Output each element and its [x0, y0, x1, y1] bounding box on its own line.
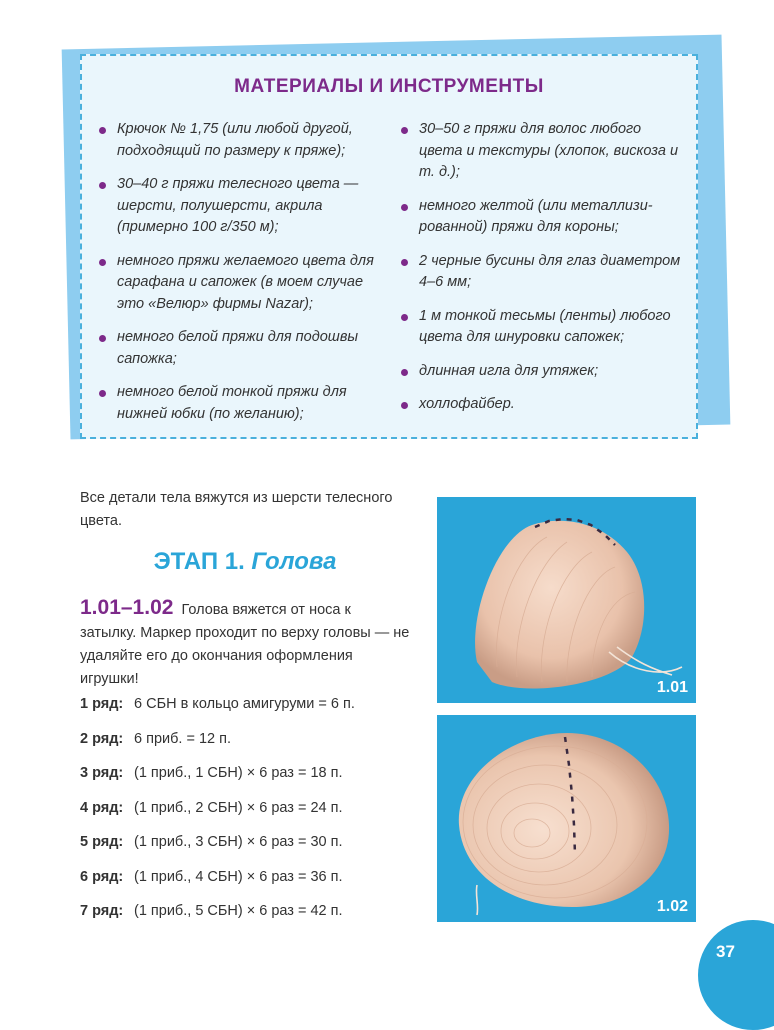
row-label: 4 ряд:: [80, 799, 124, 816]
bullet-icon: [401, 402, 408, 409]
materials-item: [400, 361, 685, 383]
bullet-icon: [99, 182, 106, 189]
materials-item-text: 30–40 г пряжи телесного цвета — шерсти, полушерсти, акрила (примерно 100 г/350 м);: [117, 176, 359, 235]
materials-item-text: немного пряжи желаемого цвета для сарафана и сапожек (в моем случае это «Велюр» фирмы Nazar);: [117, 252, 374, 312]
bullet-icon: [401, 259, 408, 266]
row-label: 2 ряд:: [80, 730, 124, 747]
row-item: [80, 834, 420, 869]
page-number-badge: [698, 920, 774, 1030]
crochet-head-top-image: [437, 715, 696, 922]
materials-item-text: немного белой тонкой пряжи для нижней юбки (по желанию);: [117, 384, 347, 422]
bullet-icon: [401, 369, 408, 376]
row-value: (1 приб., 4 СБН) × 6 раз = 36 п.: [134, 868, 343, 885]
row-item: [80, 800, 420, 835]
step-number: 1.01–1.02: [80, 596, 174, 619]
photo-head-top: [437, 715, 696, 922]
materials-item: [98, 119, 376, 162]
bullet-icon: [99, 127, 106, 134]
materials-box: [80, 54, 698, 439]
materials-item-text: немного белой пряжи для подошвы сапожка;: [117, 329, 359, 367]
materials-item-text: 30–50 г пряжи для волос любого цвета и текстуры (хлопок, вискоза и т. д.);: [419, 121, 679, 180]
materials-list-right: [400, 119, 685, 428]
row-value: (1 приб., 1 СБН) × 6 раз = 18 п.: [134, 765, 343, 781]
row-label: 5 ряд:: [80, 834, 124, 850]
row-value: (1 приб., 5 СБН) × 6 раз = 42 п.: [134, 903, 343, 919]
row-item: [80, 765, 420, 800]
crochet-head-side-image: [437, 497, 696, 703]
row-item: [80, 869, 420, 904]
photo-head-side: [437, 497, 696, 703]
row-label: 6 ряд:: [80, 868, 124, 885]
rows-list: [80, 696, 420, 938]
materials-item: [400, 306, 685, 349]
materials-item-text: 2 черные бусины для глаз диаметром 4–6 мм;: [419, 252, 681, 290]
step-block: [80, 596, 410, 691]
materials-title: МАТЕРИАЛЫ И ИНСТРУМЕНТЫ: [234, 76, 544, 97]
row-item: [80, 696, 420, 731]
bullet-icon: [99, 335, 106, 342]
materials-item: [98, 327, 376, 370]
materials-item: [400, 196, 685, 239]
materials-item: [400, 251, 685, 294]
materials-item-text: Крючок № 1,75 (или любой другой, подходящий по размеру к пряже);: [117, 121, 353, 159]
row-label: 7 ряд:: [80, 903, 124, 919]
materials-item: [98, 251, 376, 316]
stage-name: Голова: [251, 548, 337, 575]
materials-item-text: 1 м тонкой тесьмы (ленты) любого цвета для шнуровки сапожек;: [419, 307, 671, 345]
row-item: [80, 903, 420, 938]
bullet-icon: [99, 259, 106, 266]
bullet-icon: [401, 204, 408, 211]
materials-item: [98, 382, 376, 425]
row-item: [80, 731, 420, 766]
materials-item-text: холлофайбер.: [419, 396, 515, 412]
row-label: 3 ряд:: [80, 765, 124, 781]
stage-label: ЭТАП 1.: [153, 548, 245, 575]
row-value: 6 СБН в кольцо амигуруми = 6 п.: [134, 696, 355, 712]
page-number: 37: [716, 942, 735, 961]
materials-item: [98, 174, 376, 239]
bullet-icon: [99, 390, 106, 397]
row-value: (1 приб., 3 СБН) × 6 раз = 30 п.: [134, 834, 343, 850]
materials-item-text: немного желтой (или металлизи-рованной) пряжи для короны;: [419, 197, 653, 235]
bullet-icon: [401, 314, 408, 321]
photo-caption: 1.01: [656, 679, 688, 696]
photo-caption: 1.02: [656, 898, 688, 915]
row-label: 1 ряд:: [80, 696, 124, 712]
stage-heading: [80, 548, 410, 576]
intro-text: Все детали тела вяжутся из шерсти телесного цвета.: [80, 490, 393, 529]
materials-item-text: длинная игла для утяжек;: [419, 362, 599, 379]
materials-item: [400, 394, 685, 416]
bullet-icon: [401, 127, 408, 134]
step-text: Голова вяжется от носа к затылку. Маркер проходит по верху головы — не удаляйте его до окончания оформления игрушки!: [80, 602, 410, 687]
row-value: (1 приб., 2 СБН) × 6 раз = 24 п.: [134, 799, 343, 816]
row-value: 6 приб. = 12 п.: [134, 730, 232, 747]
materials-item: [400, 119, 685, 184]
materials-list-left: [98, 119, 376, 437]
